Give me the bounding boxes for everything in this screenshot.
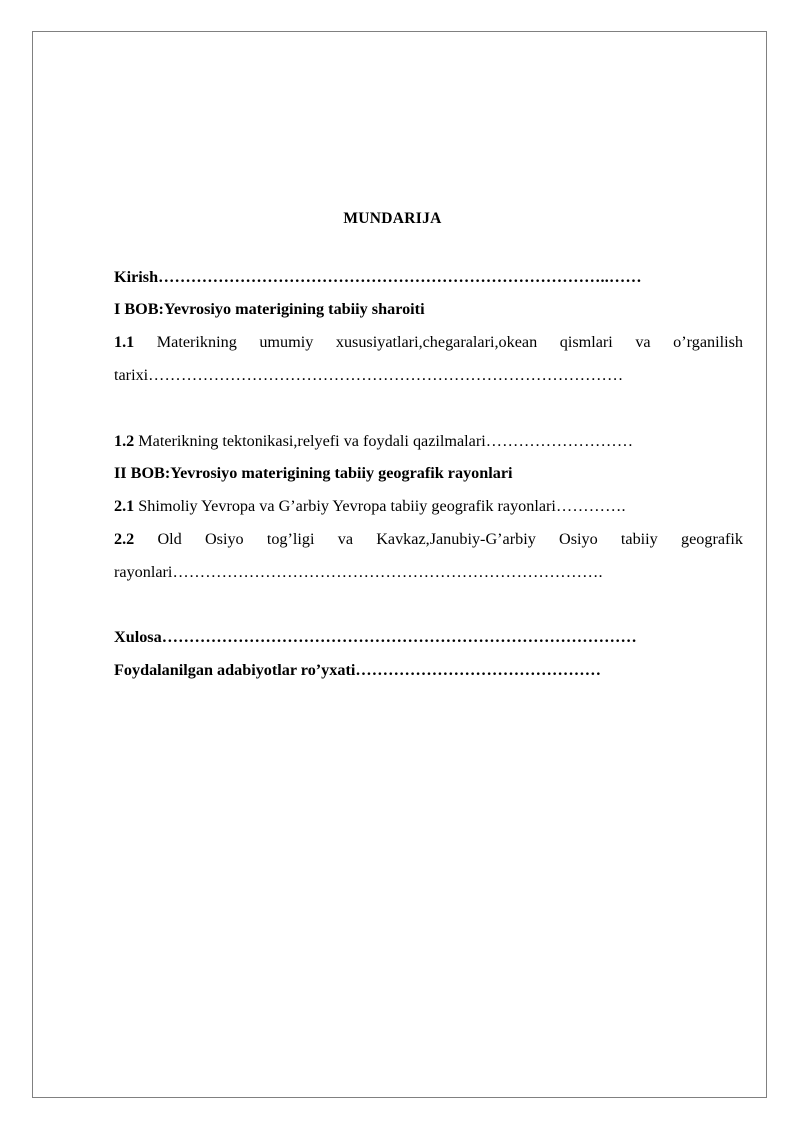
toc-entry-bob-1[interactable] bbox=[114, 293, 743, 326]
dot-leader: ……………………………………………………………………. bbox=[172, 562, 603, 581]
toc-entry-label: Kirish bbox=[114, 267, 159, 286]
table-of-contents bbox=[114, 229, 743, 687]
page-content-area bbox=[114, 32, 743, 687]
toc-entry-number: 2.1 bbox=[114, 497, 135, 516]
toc-entry-xulosa[interactable] bbox=[114, 621, 743, 654]
toc-entry-label: II BOB:Yevrosiyo materigining tabiiy geografik rayonlari bbox=[114, 464, 513, 483]
page-sheet bbox=[32, 31, 767, 1098]
toc-entry-label: Old Osiyo tog’ligi va Kavkaz,Janubiy-G’arbiy Osiyo tabiiy geografik rayonlari bbox=[114, 529, 743, 581]
toc-entry-references[interactable] bbox=[114, 654, 743, 687]
page-title: MUNDARIJA bbox=[343, 210, 442, 227]
toc-entry-section-1-2[interactable] bbox=[114, 425, 743, 458]
dot-leader: …………………………………………………………………………… bbox=[148, 365, 624, 384]
toc-entry-bob-2[interactable] bbox=[114, 457, 743, 490]
toc-entry-number: 2.2 bbox=[114, 529, 135, 548]
toc-entry-label: Foydalanilgan adabiyotlar ro’yxati bbox=[114, 661, 356, 680]
toc-entry-label: Materikning umumiy xususiyatlari,chegaralari,okean qismlari va o’rganilish tarixi bbox=[114, 333, 743, 384]
toc-entry-section-2-1[interactable] bbox=[114, 490, 743, 523]
dot-leader: ……………………………………… bbox=[355, 661, 602, 680]
toc-entry-number: 1.2 bbox=[114, 431, 135, 450]
dot-leader: …………. bbox=[555, 497, 626, 516]
toc-entry-label: Shimoliy Yevropa va G’arbiy Yevropa tabiiy geografik rayonlari bbox=[138, 497, 556, 516]
dot-leader: ……………………… bbox=[485, 431, 634, 450]
toc-entry-label: I BOB:Yevrosiyo materigining tabiiy sharoiti bbox=[114, 300, 425, 319]
dot-leader: ………………………………………………………………………..…… bbox=[158, 267, 642, 286]
toc-entry-label: Materikning tektonikasi,relyefi va foydali qazilmalari bbox=[138, 431, 486, 450]
dot-leader: …………………………………………………………………………… bbox=[161, 628, 637, 647]
toc-entry-section-2-2[interactable] bbox=[114, 523, 743, 621]
toc-entry-label: Xulosa bbox=[114, 628, 162, 647]
toc-entry-section-1-1[interactable] bbox=[114, 326, 743, 424]
toc-entry-kirish[interactable] bbox=[114, 261, 743, 294]
toc-entry-number: 1.1 bbox=[114, 333, 135, 352]
